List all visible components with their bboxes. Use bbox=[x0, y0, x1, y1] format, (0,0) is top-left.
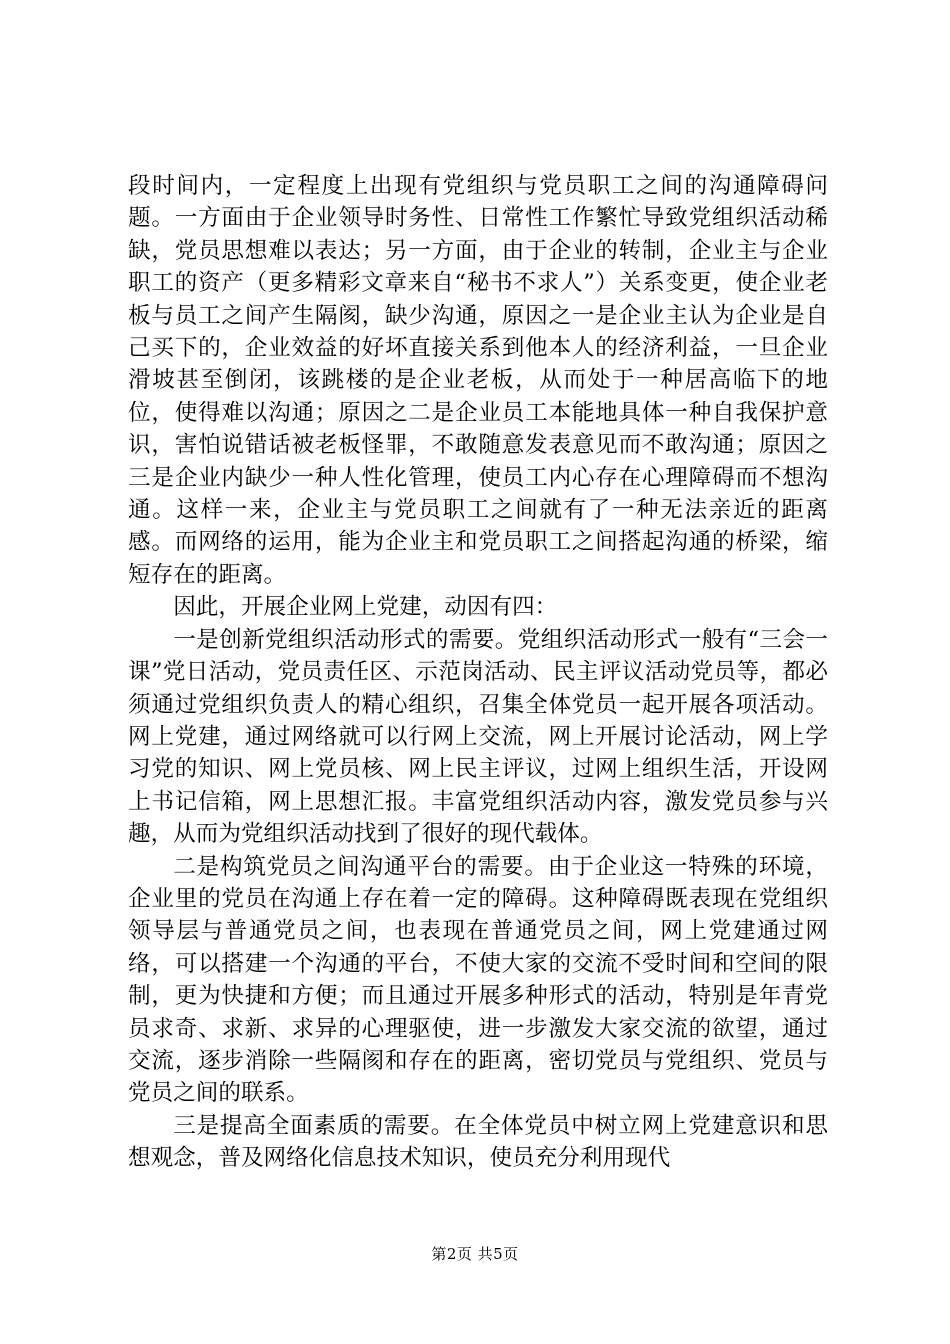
paragraph-point-one: 一是创新党组织活动形式的需要。党组织活动形式一般有“三会一课”党日活动，党员责任区、示范岗活动、民主评议活动党员等，都必须通过党组织负责人的精心组织，召集全体党员一起开展各项活动。网上党建，通过网络就可以行网上交流，网上开展讨论活动，网上学习党的知识、网上党员核、网上民主评议，过网上组织生活，开设网上书记信箱，网上思想汇报。丰富党组织活动内容，激发党员参与兴趣，从而为党组织活动找到了很好的现代载体。 bbox=[128, 626, 828, 848]
page-number-footer: 第2页 共5页 bbox=[431, 1245, 519, 1263]
document-body bbox=[128, 170, 828, 1175]
paragraph-point-three: 三是提高全面素质的需要。在全体党员中树立网上党建意识和思想观念，普及网络化信息技术知识，使员充分利用现代 bbox=[128, 1112, 828, 1172]
paragraph-point-two: 二是构筑党员之间沟通平台的需要。由于企业这一特殊的环境，企业里的党员在沟通上存在着一定的障碍。这种障碍既表现在党组织领导层与普通党员之间，也表现在普通党员之间，网上党建通过网络，可以搭建一个沟通的平台，不使大家的交流不受时间和空间的限制，更为快捷和方便；而且通过开展多种形式的活动，特别是年青党员求奇、求新、求异的心理驱使，进一步激发大家交流的欲望，通过交流，逐步消除一些隔阂和存在的距离，密切党员与党组织、党员与党员之间的联系。 bbox=[128, 853, 828, 1107]
paragraph-continued: 段时间内，一定程度上出现有党组织与党员职工之间的沟通障碍问题。一方面由于企业领导时务性、日常性工作繁忙导致党组织活动稀缺，党员思想难以表达；另一方面，由于企业的转制，企业主与企业职工的资产（更多精彩文章来自“秘书不求人”）关系变更，使企业老板与员工之间产生隔阂，缺少沟通，原因之一是企业主认为企业是自己买下的，企业效益的好坏直接关系到他本人的经济利益，一旦企业滑坡甚至倒闭，该跳楼的是企业老板，从而处于一种居高临下的地位，使得难以沟通；原因之二是企业员工本能地具体一种自我保护意识，害怕说错话被老板怪罪，不敢随意发表意见而不敢沟通；原因之三是企业内缺少一种人性化管理，使员工内心存在心理障碍而不想沟通。这样一来，企业主与党员职工之间就有了一种无法亲近的距离感。而网络的运用，能为企业主和党员职工之间搭起沟通的桥梁，缩短存在的距离。 bbox=[128, 173, 828, 588]
paragraph-motives-intro: 因此，开展企业网上党建，动因有四： bbox=[173, 594, 558, 621]
